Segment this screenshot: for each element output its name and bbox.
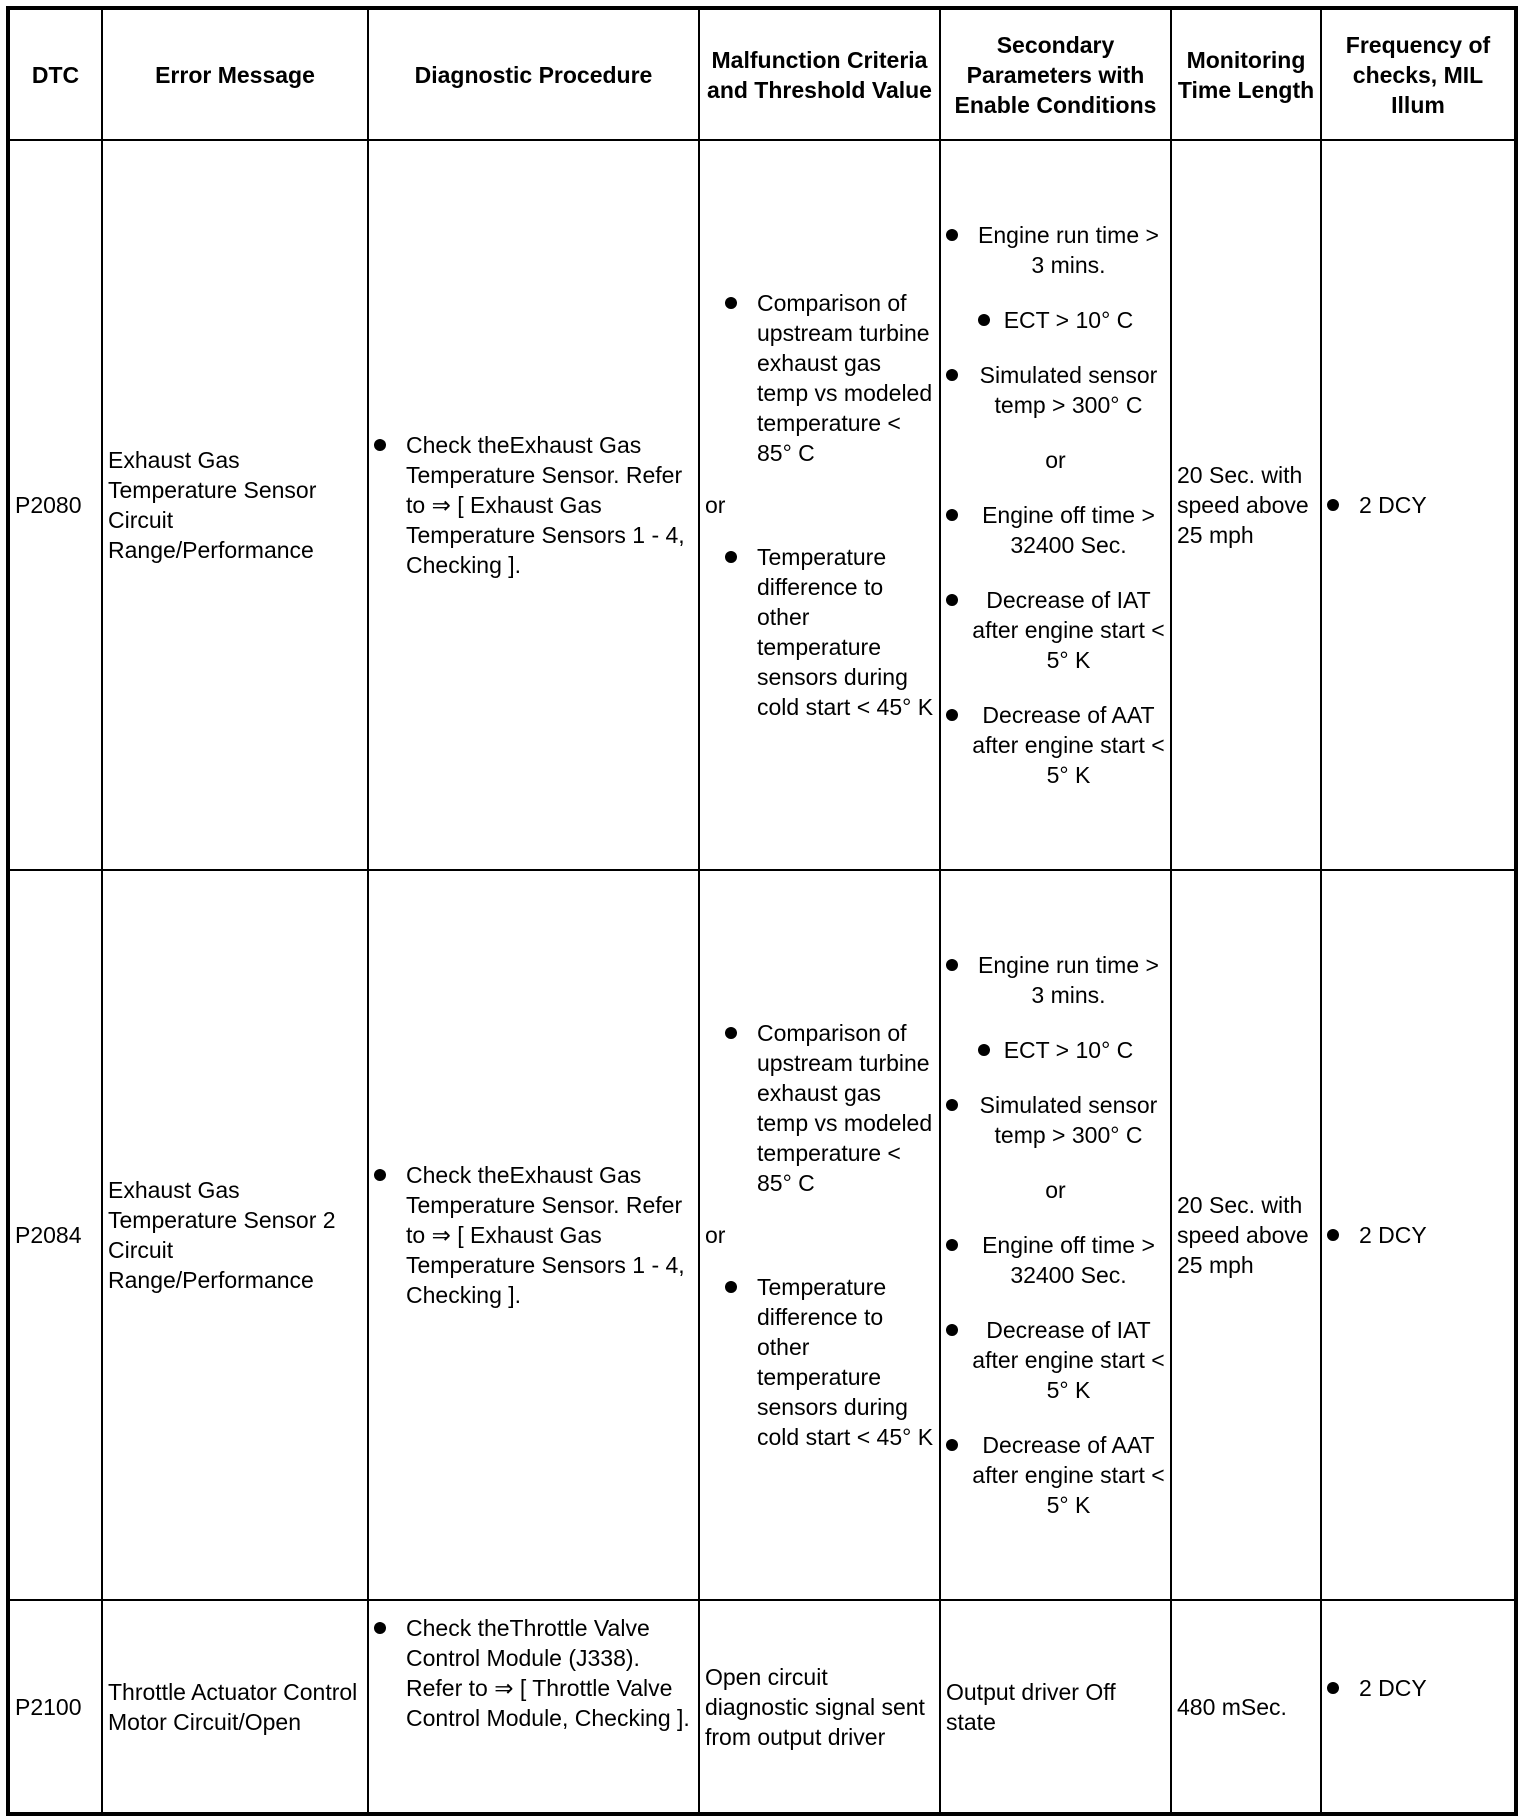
table-row	[8, 140, 1516, 870]
error-message: Throttle Actuator Control Motor Circuit/Open	[102, 1600, 368, 1814]
parameter-text: Simulated sensor temp > 300° C	[979, 362, 1158, 418]
bullet-icon	[946, 959, 958, 971]
parameter-text: Decrease of IAT after engine start < 5° K	[972, 587, 1165, 673]
parameter-text: Decrease of AAT after engine start < 5° K	[972, 1432, 1165, 1518]
frequency-text: 2 DCY	[1359, 1222, 1427, 1248]
frequency	[1321, 140, 1516, 870]
dtc-code: P2080	[8, 140, 102, 870]
table-row	[8, 1600, 1516, 1814]
dtc-code: P2100	[8, 1600, 102, 1814]
bullet-icon	[946, 1099, 958, 1111]
monitoring-time: 20 Sec. with speed above 25 mph	[1171, 140, 1321, 870]
frequency-text: 2 DCY	[1359, 492, 1427, 518]
criteria-text: Comparison of upstream turbine exhaust gas temp vs modeled temperature < 85° C	[757, 290, 933, 466]
monitoring-time: 480 mSec.	[1171, 1600, 1321, 1814]
parameter-text: Engine run time > 3 mins.	[978, 222, 1159, 278]
malfunction-criteria	[699, 870, 940, 1600]
malfunction-criteria	[699, 140, 940, 870]
parameter-text: Decrease of IAT after engine start < 5° K	[972, 1317, 1165, 1403]
diagnostic-procedure	[368, 1600, 699, 1814]
procedure-text: Check theThrottle Valve Control Module (J338). Refer to ⇒ [ Throttle Valve Control Module, Checking ].	[406, 1615, 690, 1731]
criteria-text: Temperature difference to other temperature sensors during cold start < 45° K	[757, 544, 934, 720]
bullet-icon	[374, 1169, 386, 1181]
monitoring-time: 20 Sec. with speed above 25 mph	[1171, 870, 1321, 1600]
parameter-text: ECT > 10° C	[1003, 307, 1134, 333]
header-diagnostic-procedure: Diagnostic Procedure	[368, 8, 699, 140]
bullet-icon	[946, 1239, 958, 1251]
criteria-text: Comparison of upstream turbine exhaust gas temp vs modeled temperature < 85° C	[757, 1020, 933, 1196]
bullet-icon	[946, 229, 958, 241]
parameter-text: Engine run time > 3 mins.	[978, 952, 1159, 1008]
bullet-icon	[374, 1622, 386, 1634]
criteria-or: or	[705, 1222, 726, 1248]
dtc-code: P2084	[8, 870, 102, 1600]
criteria-text: Temperature difference to other temperature sensors during cold start < 45° K	[757, 1274, 934, 1450]
bullet-icon	[946, 1324, 958, 1336]
header-frequency: Frequency of checks, MIL Illum	[1321, 8, 1516, 140]
header-monitoring-time: Monitoring Time Length	[1171, 8, 1321, 140]
secondary-parameters	[940, 870, 1171, 1600]
bullet-icon	[946, 594, 958, 606]
malfunction-criteria: Open circuit diagnostic signal sent from output driver	[699, 1600, 940, 1814]
bullet-icon	[725, 297, 737, 309]
bullet-icon	[978, 1044, 990, 1056]
bullet-icon	[946, 709, 958, 721]
parameter-or: or	[1045, 1177, 1066, 1203]
parameter-text: Engine off time > 32400 Sec.	[982, 1232, 1155, 1288]
bullet-icon	[1327, 1682, 1339, 1694]
bullet-icon	[725, 1281, 737, 1293]
criteria-or: or	[705, 492, 726, 518]
bullet-icon	[1327, 499, 1339, 511]
bullet-icon	[946, 509, 958, 521]
parameter-text: ECT > 10° C	[1003, 1037, 1134, 1063]
parameter-text: Decrease of AAT after engine start < 5° K	[972, 702, 1165, 788]
header-dtc: DTC	[8, 8, 102, 140]
parameter-text: Engine off time > 32400 Sec.	[982, 502, 1155, 558]
frequency	[1321, 870, 1516, 1600]
frequency-text: 2 DCY	[1359, 1675, 1427, 1701]
bullet-icon	[946, 369, 958, 381]
bullet-icon	[725, 551, 737, 563]
bullet-icon	[725, 1027, 737, 1039]
dtc-table	[6, 6, 1518, 1816]
procedure-text: Check theExhaust Gas Temperature Sensor. Refer to ⇒ [ Exhaust Gas Temperature Sensors 1 - 4, Checking ].	[406, 1162, 685, 1308]
diagnostic-procedure	[368, 140, 699, 870]
bullet-icon	[978, 314, 990, 326]
diagnostic-procedure	[368, 870, 699, 1600]
bullet-icon	[1327, 1229, 1339, 1241]
secondary-parameters: Output driver Off state	[940, 1600, 1171, 1814]
table-header-row	[8, 8, 1516, 140]
secondary-parameters	[940, 140, 1171, 870]
procedure-text: Check theExhaust Gas Temperature Sensor. Refer to ⇒ [ Exhaust Gas Temperature Sensors 1 - 4, Checking ].	[406, 432, 685, 578]
error-message: Exhaust Gas Temperature Sensor 2 Circuit Range/Performance	[102, 870, 368, 1600]
frequency	[1321, 1600, 1516, 1814]
bullet-icon	[946, 1439, 958, 1451]
header-malfunction-criteria: Malfunction Criteria and Threshold Value	[699, 8, 940, 140]
header-error-message: Error Message	[102, 8, 368, 140]
header-secondary-parameters: Secondary Parameters with Enable Conditions	[940, 8, 1171, 140]
parameter-text: Simulated sensor temp > 300° C	[979, 1092, 1158, 1148]
table-row	[8, 870, 1516, 1600]
bullet-icon	[374, 439, 386, 451]
error-message: Exhaust Gas Temperature Sensor Circuit Range/Performance	[102, 140, 368, 870]
parameter-or: or	[1045, 447, 1066, 473]
